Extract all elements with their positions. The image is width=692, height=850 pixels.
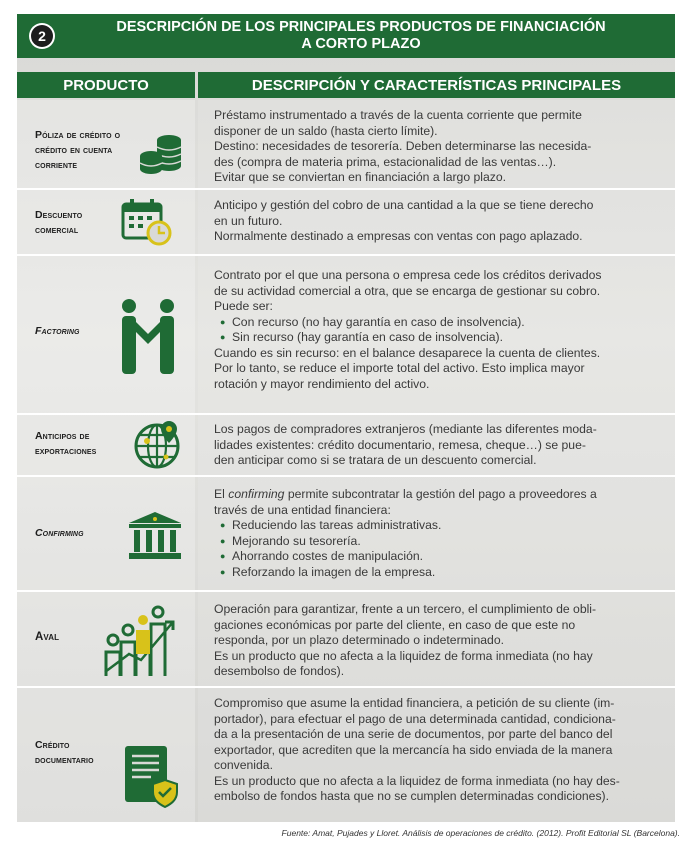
product-name: Póliza de crédito o crédito en cuenta corriente: [35, 129, 121, 171]
table-row-credito-documentario: [17, 688, 675, 822]
coins-icon: [139, 132, 185, 176]
list-item: ● Reduciendo las tareas administrativas.: [232, 518, 659, 534]
product-description: Compromiso que asume la entidad financiera, a petición de su cliente (im- portador), para efectuar el pago de una determinada cantidad, condiciona- da a la presentación de una serie de documentos, por parte del banco del exportador, que acrediten que la mercancía ha sido enviada de la manera convenida. Es un producto que no afecta a la liquidez de forma inmediata (no hay des- embolso de fondos hasta que no se cumplen determinadas condiciones).: [214, 696, 620, 803]
list-item: ● Ahorrando costes de manipulación.: [232, 549, 659, 565]
product-name: Aval: [35, 631, 60, 643]
title-line-2: A CORTO PLAZO: [301, 36, 421, 52]
table-row-factoring: [17, 256, 675, 413]
bullet-list: [214, 518, 659, 580]
product-name: Descuento comercial: [35, 209, 83, 236]
list-item: ● Sin recurso (hay garantía en caso de insolvencia).: [232, 330, 659, 346]
table-row-confirming: [17, 477, 675, 590]
document-shield-icon: [121, 744, 181, 808]
product-description: Los pagos de compradores extranjeros (mediante las diferentes moda- lidades existentes: crédito documentario, remesa, cheque…) se pue- den anticipar como si se tratara de un descuento comercial.: [214, 422, 597, 467]
column-headers: [17, 72, 675, 98]
table-row-descuento: [17, 190, 675, 254]
title-bar: [17, 14, 675, 58]
product-name: Crédito documentario: [35, 739, 94, 766]
list-item: ● Reforzando la imagen de la empresa.: [232, 565, 659, 581]
product-name: Factoring: [35, 325, 80, 337]
title-line-1: DESCRIPCIÓN DE LOS PRINCIPALES PRODUCTOS DE FINANCIACIÓN: [116, 19, 606, 35]
table-row-poliza: [17, 100, 675, 188]
product-description: Anticipo y gestión del cobro de una cantidad a la que se tiene derecho en un futuro. Normalmente destinado a empresas con ventas con pago aplazado.: [214, 198, 594, 243]
people-growth-icon: [103, 602, 179, 678]
product-description: El confirming permite subcontratar la gestión del pago a proveedores a través de una entidad financiera: ● Reduciendo las tareas administrativas. ● Mejorando su tesorería. ● Ahorrando costes de manipulación. ● Reforzando la imagen de la empresa.: [214, 487, 659, 580]
product-name: Confirming: [35, 527, 84, 539]
product-name: Anticipos de exportaciones: [35, 430, 97, 457]
table-row-aval: [17, 592, 675, 686]
product-description: Préstamo instrumentado a través de la cuenta corriente que permite disponer de un saldo (hasta cierto límite). Destino: necesidades de tesorería. Deben determinarse las necesida- des (compra de materia prima, estacionalidad de las ventas…). Evitar que se conviertan en financiación a largo plazo.: [214, 108, 592, 184]
list-item: ● Con recurso (no hay garantía en caso de insolvencia).: [232, 315, 659, 331]
header-product: PRODUCTO: [17, 72, 195, 98]
source-caption: Fuente: Amat, Pujades y Lloret. Análisis de operaciones de crédito. (2012). Profit Editorial SL (Barcelona).: [281, 828, 680, 838]
product-description: Contrato por el que una persona o empresa cede los créditos derivados de su actividad comercial a otra, que se encarga de gestionar su cobro. Puede ser: ● Con recurso (no hay garantía en caso de insolvencia). ● Sin recurso (hay garantía en caso de insolvencia). Cuando es sin recurso: en el balance desaparece la cuenta de clientes. Por lo tanto, se reduce el importe total del activo. Esto implica mayor rotación y mayor rendimiento del activo.: [214, 268, 659, 392]
table-row-anticipos: [17, 415, 675, 475]
product-description: Operación para garantizar, frente a un tercero, el cumplimiento de obli- gaciones económicas por parte del cliente, en caso de que este no responda, por un plazo determinado o indeterminado. Es un producto que no afecta a la liquidez de forma inmediata (no hay desembolso de fondos).: [214, 602, 597, 678]
page-title: [81, 19, 641, 53]
list-item: ● Mejorando su tesorería.: [232, 534, 659, 550]
section-number-badge: 2: [29, 23, 55, 49]
financing-table: [17, 14, 675, 822]
handshake-people-icon: [115, 298, 181, 376]
globe-location-icon: [133, 419, 183, 471]
bullet-list: [214, 315, 659, 346]
calendar-clock-icon: [121, 198, 173, 246]
bank-building-icon: [127, 511, 183, 561]
header-description: DESCRIPCIÓN Y CARACTERÍSTICAS PRINCIPALES: [198, 72, 675, 98]
